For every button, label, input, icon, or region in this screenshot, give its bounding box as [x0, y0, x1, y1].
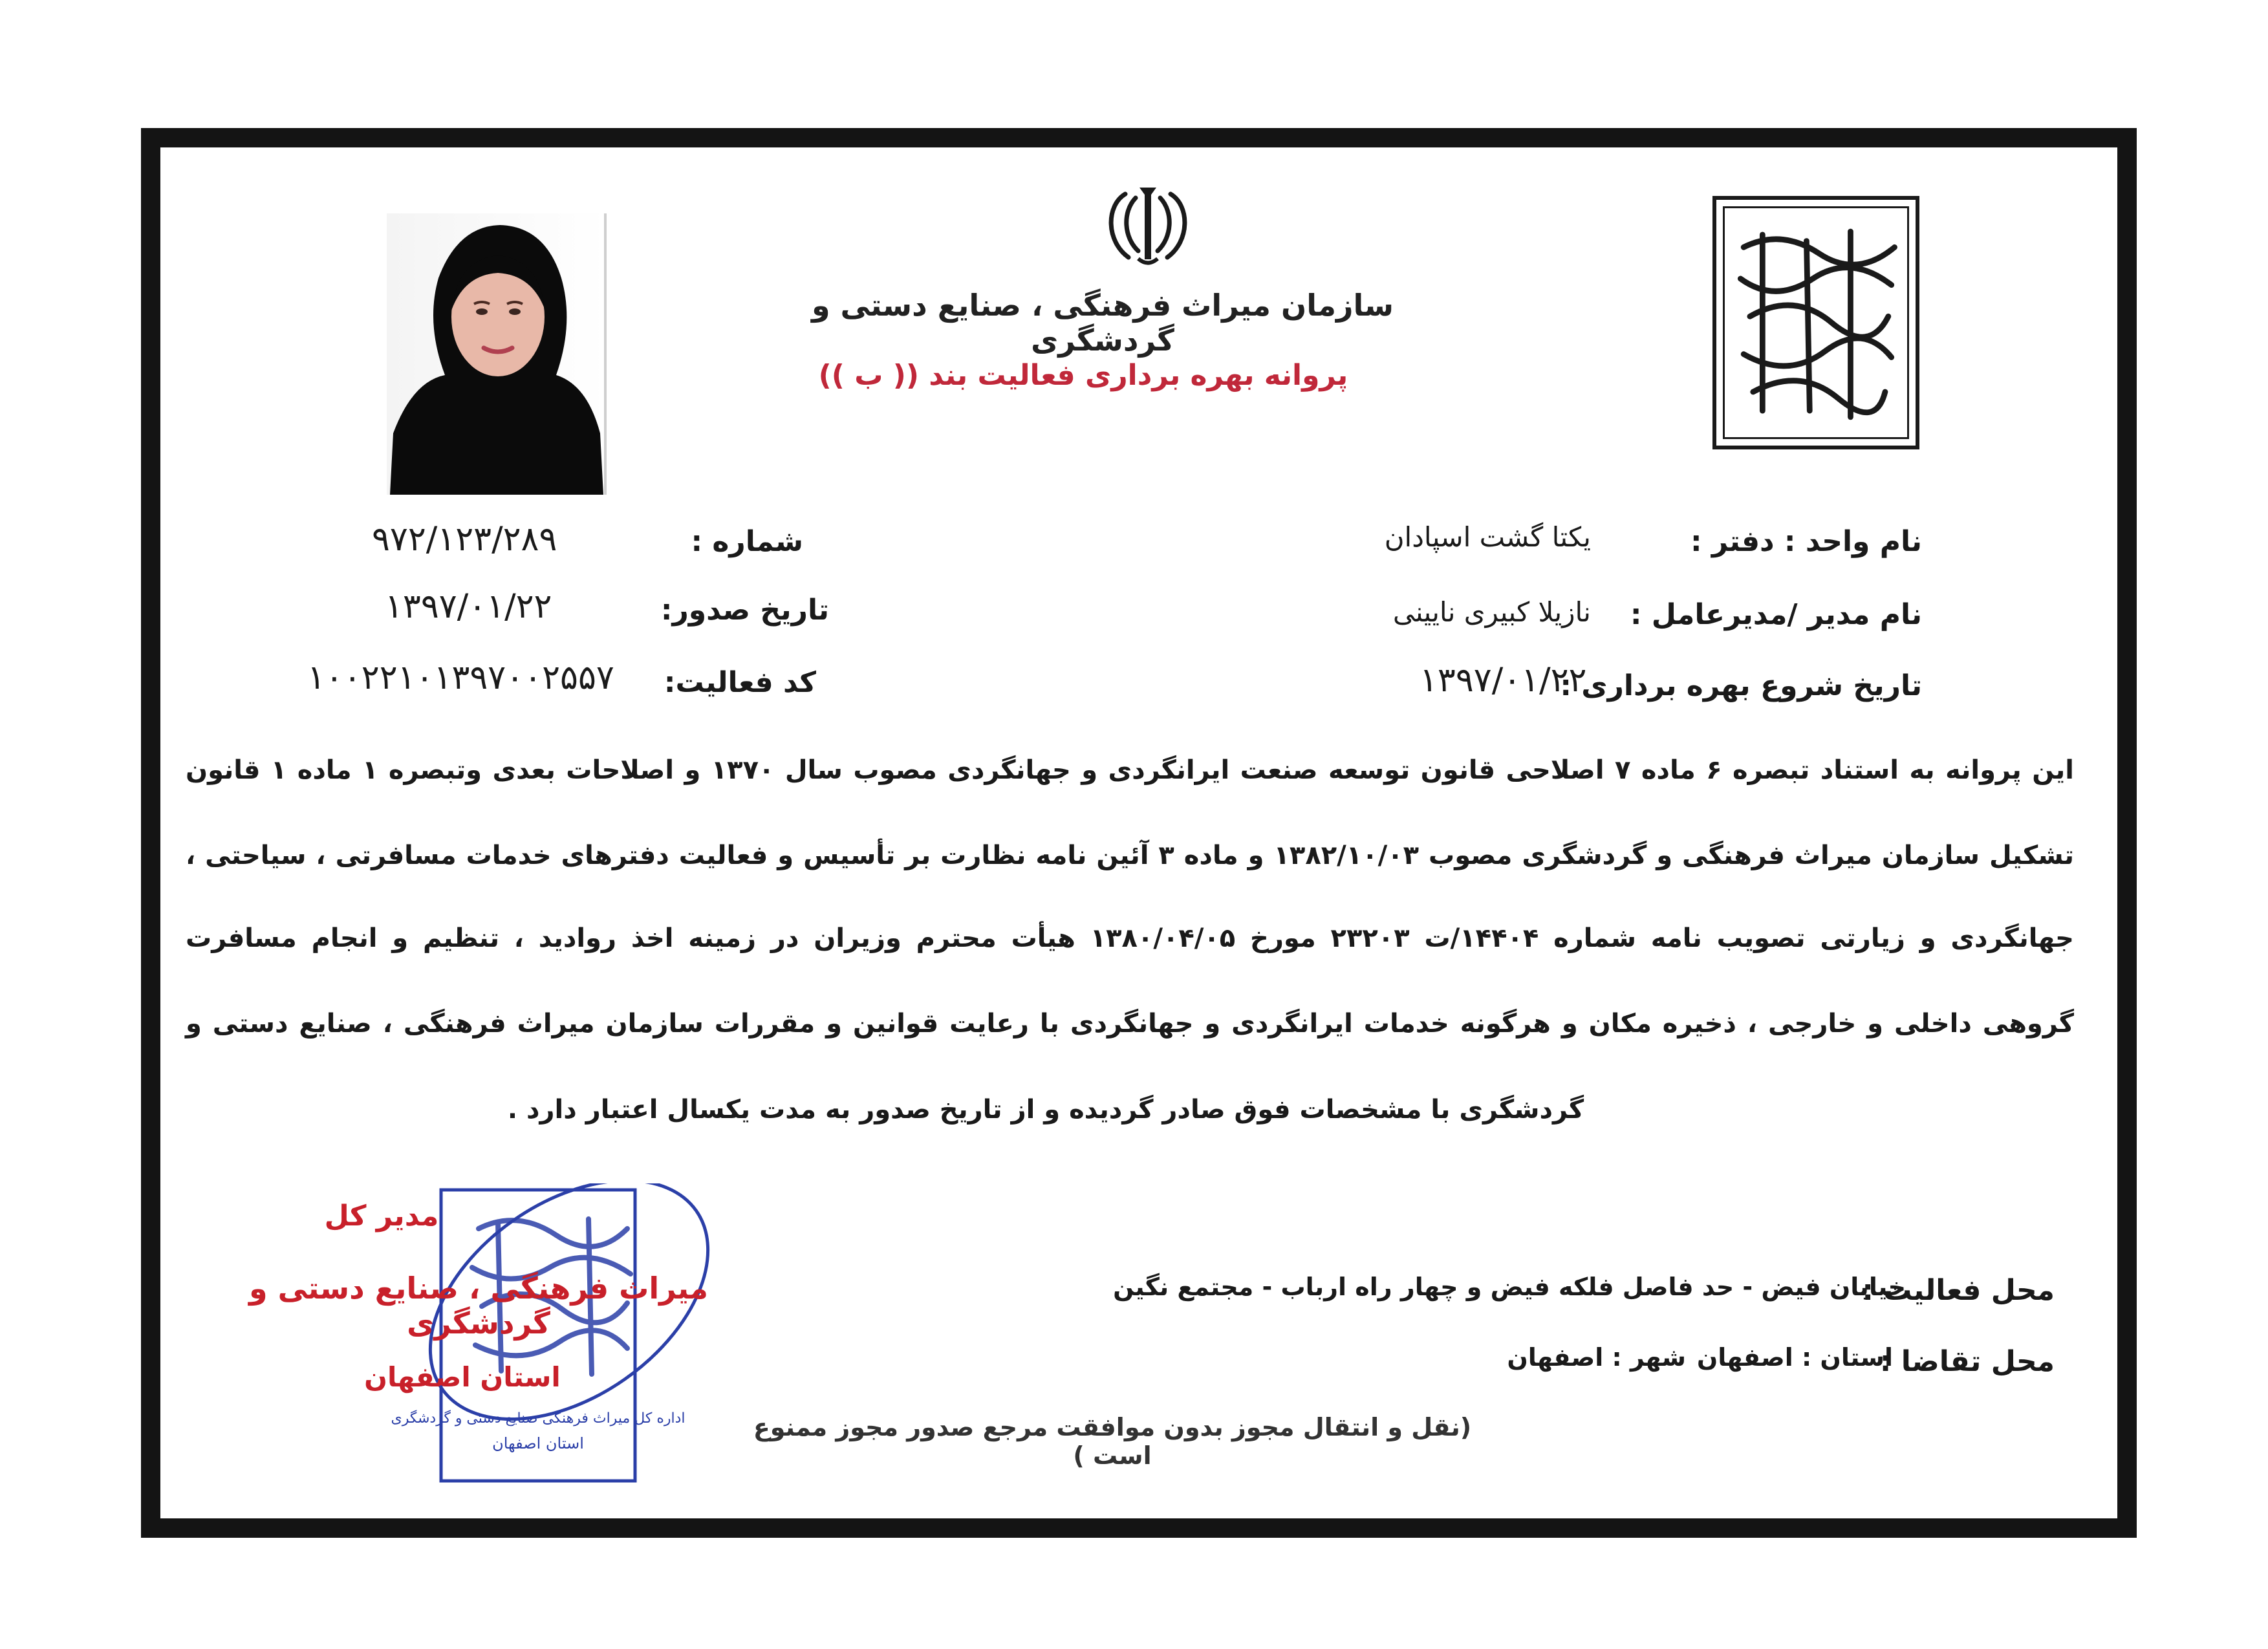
issue-date-value: ۱۳۹۷/۰۱/۲۲ — [385, 587, 552, 626]
body-line-3: جهانگردی و زیارتی تصویب نامه شماره ۱۴۴۰۴/ت ۲۳۲۰۳ مورخ ۱۳۸۰/۰۴/۰۵ هیأت محترم وزیران در زمینه اخذ روادید ، تنظیم و انجام مسافرت — [186, 923, 2075, 953]
start-date-label: تاریخ شروع بهره برداری : — [1560, 669, 1922, 702]
activity-code-value: ۱۰۰۲۲۱۰۱۳۹۷۰۰۲۵۵۷ — [307, 658, 614, 697]
stamp-line-2: استان اصفهان — [492, 1434, 584, 1452]
body-line-2: تشکیل سازمان میراث فرهنگی و گردشگری مصوب ۱۳۸۲/۱۰/۰۳ و ماده ۳ آئین نامه نظارت بر تأسیس و فعالیت دفترهای خدمات مسافرتی ، سیاحتی ، — [186, 841, 2074, 870]
portrait-photo — [387, 213, 607, 495]
organization-logo — [1712, 196, 1919, 449]
signature-province: استان اصفهان — [364, 1361, 561, 1393]
number-label: شماره : — [691, 525, 803, 558]
signature-title: مدیر کل — [324, 1200, 439, 1233]
manager-label: نام مدیر /مدیرعامل : — [1630, 598, 1922, 631]
city-value: شهر : اصفهان — [1507, 1343, 1686, 1372]
transfer-note: (نقل و انتقال مجوز بدون موافقت مرجع صدور مجوز ممنوع است ) — [753, 1413, 1472, 1470]
logo-calligraphy-graphic — [1725, 208, 1907, 437]
manager-value: نازیلا کبیری نایینی — [1392, 596, 1591, 628]
unit-name-value: یکتا گشت اسپادان — [1384, 521, 1591, 553]
iran-emblem-icon — [1099, 186, 1196, 267]
request-location-label: محل تقاضا : — [1879, 1345, 2055, 1378]
body-line-5: گردشگری با مشخصات فوق صادر گردیده و از تاریخ صدور به مدت یکسال اعتبار دارد . — [507, 1095, 1584, 1125]
issue-date-label: تاریخ صدور: — [660, 594, 829, 627]
province-value: استان : اصفهان — [1696, 1343, 1893, 1372]
activity-location-label: محل فعالیت : — [1862, 1274, 2055, 1307]
activity-code-label: کد فعالیت: — [664, 666, 816, 699]
signature-organization: میراث فرهنگی ، صنایع دستی و گردشگری — [248, 1271, 709, 1341]
unit-name-label: نام واحد : دفتر : — [1690, 525, 1922, 558]
organization-logo-inner-border — [1723, 206, 1909, 439]
body-line-1: این پروانه به استناد تبصره ۶ ماده ۷ اصلاحی قانون توسعه صنعت ایرانگردی و جهانگردی مصوب سال ۱۳۷۰ و اصلاحات بعدی وتبصره ۱ ماده ۱ قانون — [186, 755, 2074, 785]
stamp-line-1: اداره کل میراث فرهنگی صنایع دستی و گردشگری — [391, 1410, 686, 1427]
activity-location-value: خیابان فیض - حد فاصل فلکه فیض و چهار راه ارباب - مجتمع نگین — [1113, 1273, 1906, 1301]
start-date-value: ۱۳۹۷/۰۱/۲۲ — [1420, 661, 1587, 700]
organization-title: سازمان میراث فرهنگی ، صنایع دستی و گردشگری — [811, 288, 1394, 358]
license-title: پروانه بهره برداری فعالیت بند (( ب )) — [818, 359, 1348, 392]
body-line-4: گروهی داخلی و خارجی ، ذخیره مکان و هرگونه خدمات ایرانگردی و جهانگردی با رعایت قوانین و مقررات سازمان میراث فرهنگی ، صنایع دستی و — [186, 1009, 2074, 1039]
number-value: ۹۷۲/۱۲۳/۲۸۹ — [372, 520, 557, 559]
